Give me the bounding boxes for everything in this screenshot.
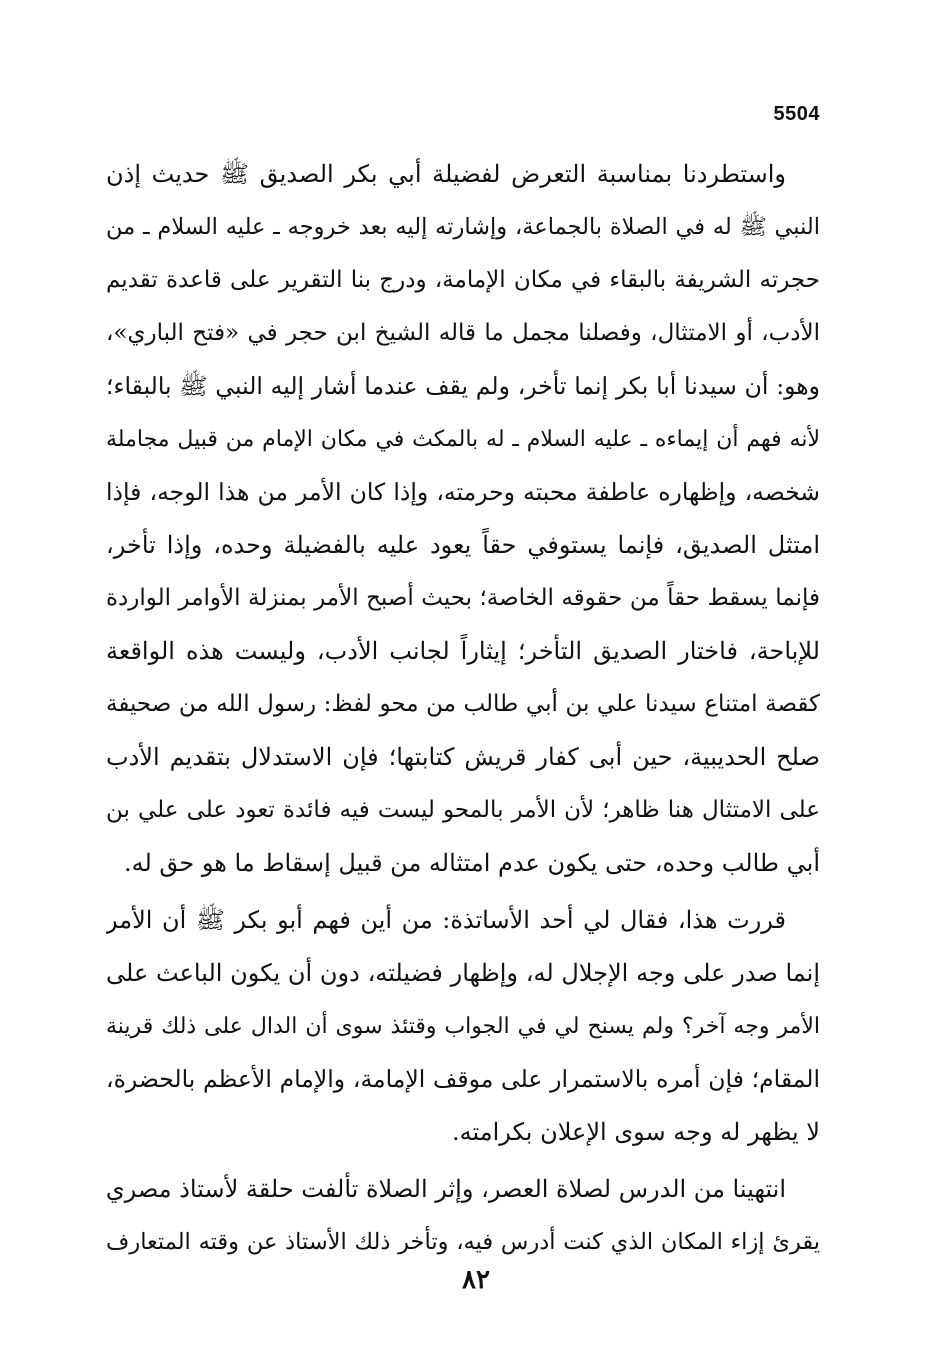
paragraph-3-line-1: انتهينا من الدرس لصلاة العصر، وإثر الصلاة تألفت حلقة لأستاذ مصري <box>106 1175 786 1203</box>
paragraph-1-line-2: النبي ﷺ له في الصلاة بالجماعة، وإشارته إليه بعد خروجه ـ عليه السلام ـ من <box>106 214 820 240</box>
paragraph-2-line-1: قررت هذا، فقال لي أحد الأساتذة: من أين فهم أبو بكر ﷺ أن الأمر <box>106 906 786 934</box>
paragraph-1-line-5: وهو: أن سيدنا أبا بكر إنما تأخر، ولم يقف عندما أشار إليه النبي ﷺ بالبقاء؛ <box>106 372 820 400</box>
page-id: 5504 <box>773 103 820 125</box>
paragraph-2-line-3: الأمر وجه آخر؟ ولم يسنح لي في الجواب وقتئذ سوى أن الدال على ذلك قرينة <box>106 1014 820 1039</box>
body-text <box>106 148 820 1269</box>
paragraph-1-line-1: واستطردنا بمناسبة التعرض لفضيلة أبي بكر الصديق ﷺ حديث إذن <box>106 160 786 188</box>
paragraph-1-line-10: للإباحة، فاختار الصديق التأخر؛ إيثاراً لجانب الأدب، وليست هذه الواقعة <box>106 637 820 665</box>
paragraph-2-line-2: إنما صدر على وجه الإجلال له، وإظهار فضيلته، دون أن يكون الباعث على <box>106 959 820 987</box>
paragraph-1-line-7: شخصه، وإظهاره عاطفة محبته وحرمته، وإذا كان الأمر من هذا الوجه، فإذا <box>106 478 820 506</box>
paragraph-3-line-2: يقرئ إزاء المكان الذي كنت أدرس فيه، وتأخر ذلك الأستاذ عن وقته المتعارف <box>106 1229 820 1255</box>
paragraph-2-line-4: المقام؛ فإن أمره بالاستمرار على موقف الإمامة، والإمام الأعظم بالحضرة، <box>106 1065 820 1093</box>
paragraph-1-line-12: صلح الحديبية، حين أبى كفار قريش كتابتها؛ فإن الاستدلال بتقديم الأدب <box>106 743 820 771</box>
paragraph-1-line-13: على الامتثال هنا ظاهر؛ لأن الأمر بالمحو ليست فيه فائدة تعود على علي بن <box>106 797 820 823</box>
paragraph-1-line-8: امتثل الصديق، فإنما يستوفي حقاً يعود عليه بالفضيلة وحده، وإذا تأخر، <box>106 531 820 559</box>
paragraph-1-line-4: الأدب، أو الامتثال، وفصلنا مجمل ما قاله الشيخ ابن حجر في «فتح الباري»، <box>106 320 820 346</box>
paragraph-1-line-11: كقصة امتناع سيدنا علي بن أبي طالب من محو لفظ: رسول الله من صحيفة <box>106 691 820 717</box>
page-number: ٨٢ <box>462 1265 490 1295</box>
paragraph-1-line-9: فإنما يسقط حقاً من حقوقه الخاصة؛ بحيث أصبح الأمر بمنزلة الأوامر الواردة <box>106 585 820 611</box>
paragraph-2-line-5: لا يظهر له وجه سوى الإعلان بكرامته. <box>452 1118 820 1146</box>
paragraph-1-line-3: حجرته الشريفة بالبقاء في مكان الإمامة، ودرج بنا التقرير على قاعدة تقديم <box>106 267 820 293</box>
paragraph-1-line-14: أبي طالب وحده، حتى يكون عدم امتثاله من قبيل إسقاط ما هو حق له. <box>123 849 820 877</box>
paragraph-1-line-6: لأنه فهم أن إيماءه ـ عليه السلام ـ له بالمكث في مكان الإمام من قبيل مجاملة <box>106 427 820 452</box>
